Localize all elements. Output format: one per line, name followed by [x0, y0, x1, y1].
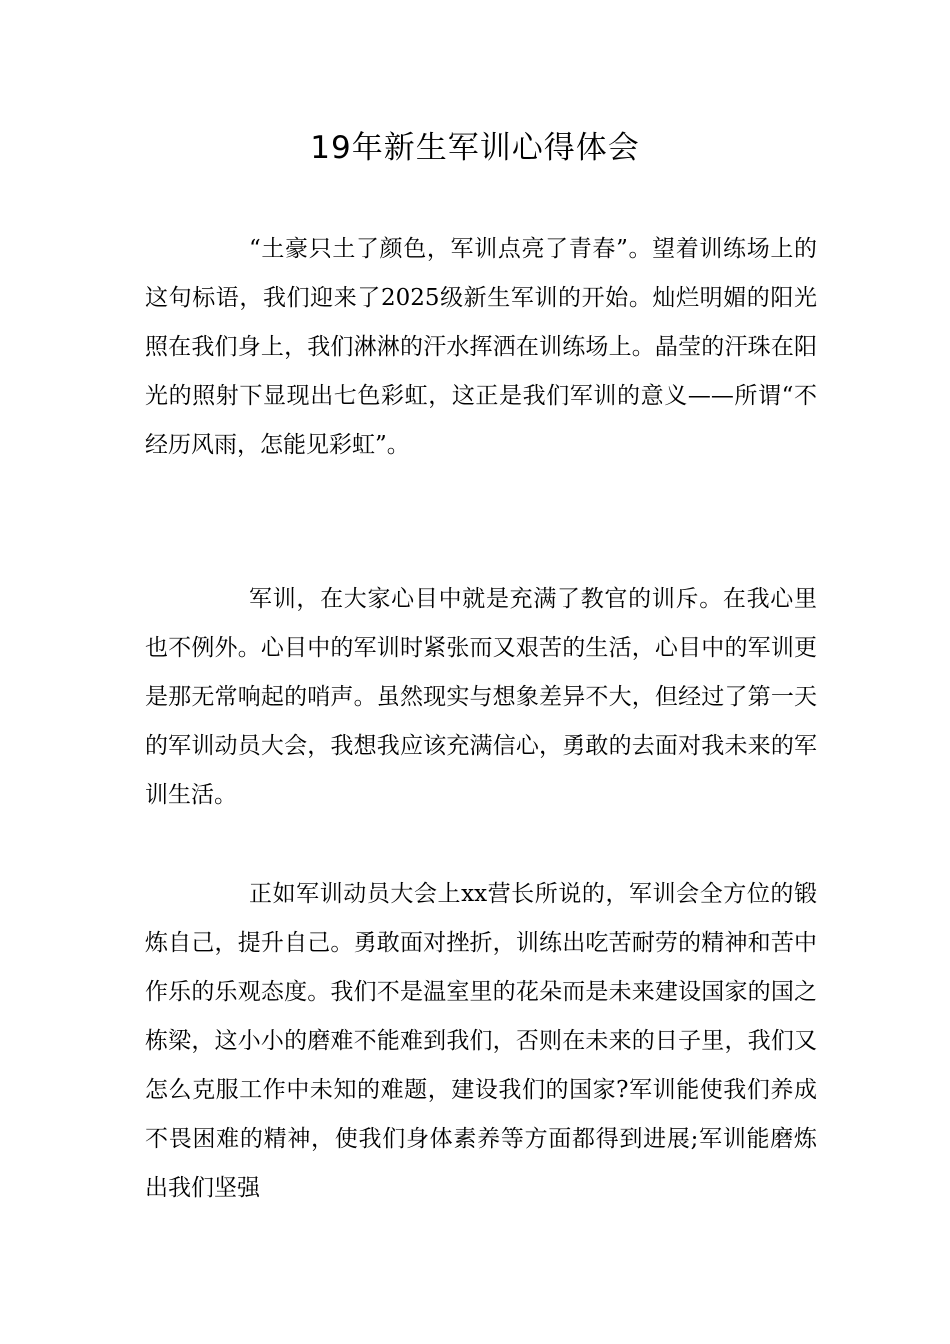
paragraph-3: 正如军训动员大会上xx营长所说的，军训会全方位的锻炼自己，提升自己。勇敢面对挫折，训练出吃苦耐劳的精神和苦中作乐的乐观态度。我们不是温室里的花朵而是未来建设国家的国之栋梁，这小小的磨难不能难到我们，否则在未来的日子里，我们又怎么克服工作中未知的难题，建设我们的国家?军训能使我们养成不畏困难的精神，使我们身体素养等方面都得到进展;军训能磨炼出我们坚强: [145, 881, 817, 1201]
paragraph-2: 军训，在大家心目中就是充满了教官的训斥。在我心里也不例外。心目中的军训时紧张而又艰苦的生活，心目中的军训更是那无常响起的哨声。虽然现实与想象差异不大，但经过了第一天的军训动员大会，我想我应该充满信心，勇敢的去面对我未来的军训生活。: [145, 586, 817, 808]
paragraph-1: “土豪只土了颜色，军训点亮了青春”。望着训练场上的这句标语，我们迎来了2025级新生军训的开始。灿烂明媚的阳光照在我们身上，我们淋淋的汗水挥洒在训练场上。晶莹的汗珠在阳光的照射下显现出七色彩虹，这正是我们军训的意义——所谓“不经历风雨，怎能见彩虹”。: [145, 236, 817, 458]
document-title: 19年新生军训心得体会: [310, 130, 640, 166]
